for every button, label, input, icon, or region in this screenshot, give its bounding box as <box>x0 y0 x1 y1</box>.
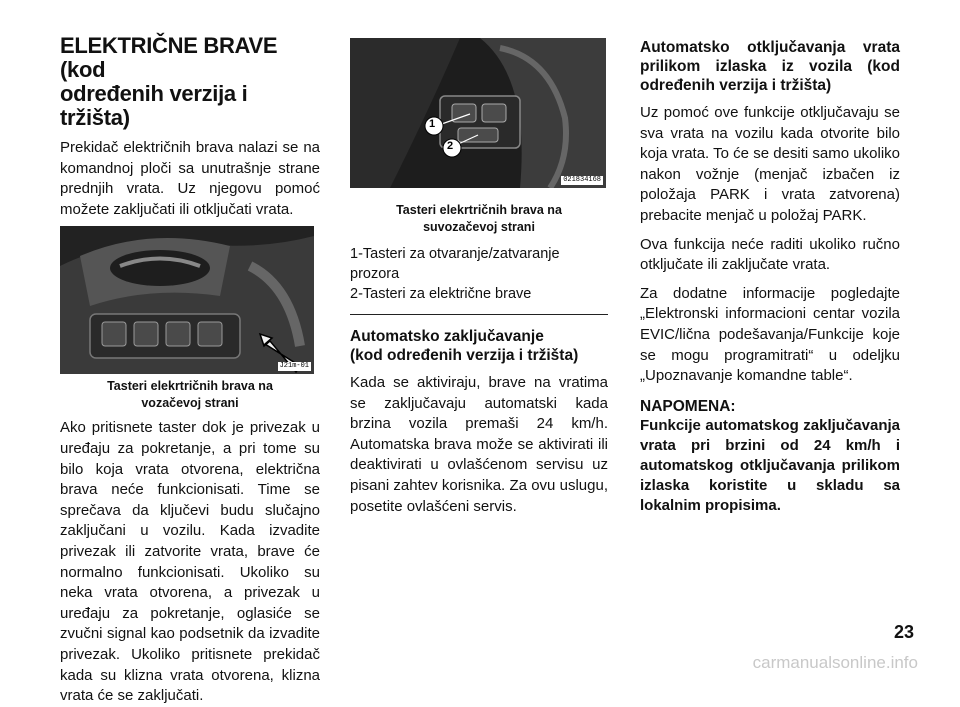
caption-line1: Tasteri elekrtričnih brava na <box>107 379 273 394</box>
intro-paragraph: Prekidač električnih brava nalazi se na komandnoj ploči sa unutrašnje strane prednjih vrata. Uz njegovu pomoć možete zaključati ili otključati vrata. <box>60 139 320 218</box>
watermark: carmanualsonline.info <box>752 653 918 672</box>
auto-lock-paragraph: Kada se aktiviraju, brave na vratima se zaključavaju automatski kada brzina vozila premaši 24 km/h. Automatska brava može se aktivirati ili deaktivirati u ovlašćenom servisu uz pisani zahtev korisnika. Za ovu uslugu, posetite ovlašćeni servis. <box>350 374 608 515</box>
callout-2: 2 <box>447 140 454 152</box>
note-body: Funkcije automatskog zaključavanja vrata pri brzini od 24 km/h i automatskog otključavanja prilikom izlaska koristite u skladu sa lokalnim propisima. <box>640 416 900 514</box>
divider <box>350 314 608 315</box>
auto-unlock-paragraph: Uz pomoć ove funkcije otključavaju se sva vrata na vozilu kada otvorite bilo koja vrata. To će se desiti samo ukoliko nakon vožnje (menjač izbačen iz položaja PARK i vrata zatvorena) prebacite menjač u položaj PARK. <box>640 104 900 224</box>
driver-photo-caption <box>60 378 320 412</box>
section-title-line1: ELEKTRIČNE BRAVE (kod <box>60 33 278 82</box>
auto-lock-heading <box>350 327 608 365</box>
image-code: J21m-01 <box>279 362 309 371</box>
right-column <box>640 38 900 516</box>
section-title-line2: određenih verzija i tržišta) <box>60 81 248 130</box>
key-protection-paragraph: Ako pritisnete taster dok je privezak u uređaju za pokretanje, a pri tome su bilo koja vrata otvorena, električna brava neće funkcionisati. Time se sprečava da ključevi budu slučajno zaključani u vozilu. Kada izvadite privezak ili zatvorite vrata, brave će normalno funkcionisati. Ukoliko su neka vrata otvorena, a privezak u uređaju za pokretanje, oglasiće se zvučni signal kao podsetnik da izvadite privezak. Ukoliko pritisnete prekidač kada su klizna vrata otvorena, klizna vrata će se zaključati. <box>60 419 320 705</box>
image-code: 021834168 <box>563 176 601 184</box>
passenger-door-switch-photo <box>350 38 606 188</box>
more-info-paragraph: Za dodatne informacije pogledajte „Elektronski informacioni centar vozila EVIC/lična podešavanja/Funkcije koje se mogu programitrati“ u odeljku „Upoznavanje komandne table“. <box>640 284 900 385</box>
auto-lock-heading-line2: (kod određenih verzija i tržišta) <box>350 347 579 364</box>
auto-lock-heading-line1: Automatsko zaključavanje <box>350 328 544 345</box>
callout-1: 1 <box>429 118 436 130</box>
caption-line2: suvozačevoj strani <box>423 220 535 234</box>
driver-door-switch-photo <box>60 226 314 374</box>
section-title <box>60 34 320 130</box>
caption-line1: Tasteri elekrtričnih brava na <box>396 203 562 217</box>
manual-lock-paragraph: Ova funkcija neće raditi ukoliko ručno otključate ili zaključate vrata. <box>640 235 900 274</box>
caption-line2: vozačevoj strani <box>141 396 239 411</box>
middle-column <box>350 38 608 517</box>
auto-unlock-heading: Automatsko otključavanja vrata prilikom izlaska iz vozila (kod određenih verzija i tržišta) <box>640 39 900 94</box>
left-column <box>60 34 320 707</box>
page-number: 23 <box>893 622 914 642</box>
passenger-photo-caption <box>350 202 608 236</box>
legend-item-1: 1-Tasteri za otvaranje/zatvaranje prozora <box>350 246 560 282</box>
note-title: NAPOMENA: <box>640 397 736 415</box>
legend-item-2: 2-Tasteri za električne brave <box>350 286 532 302</box>
